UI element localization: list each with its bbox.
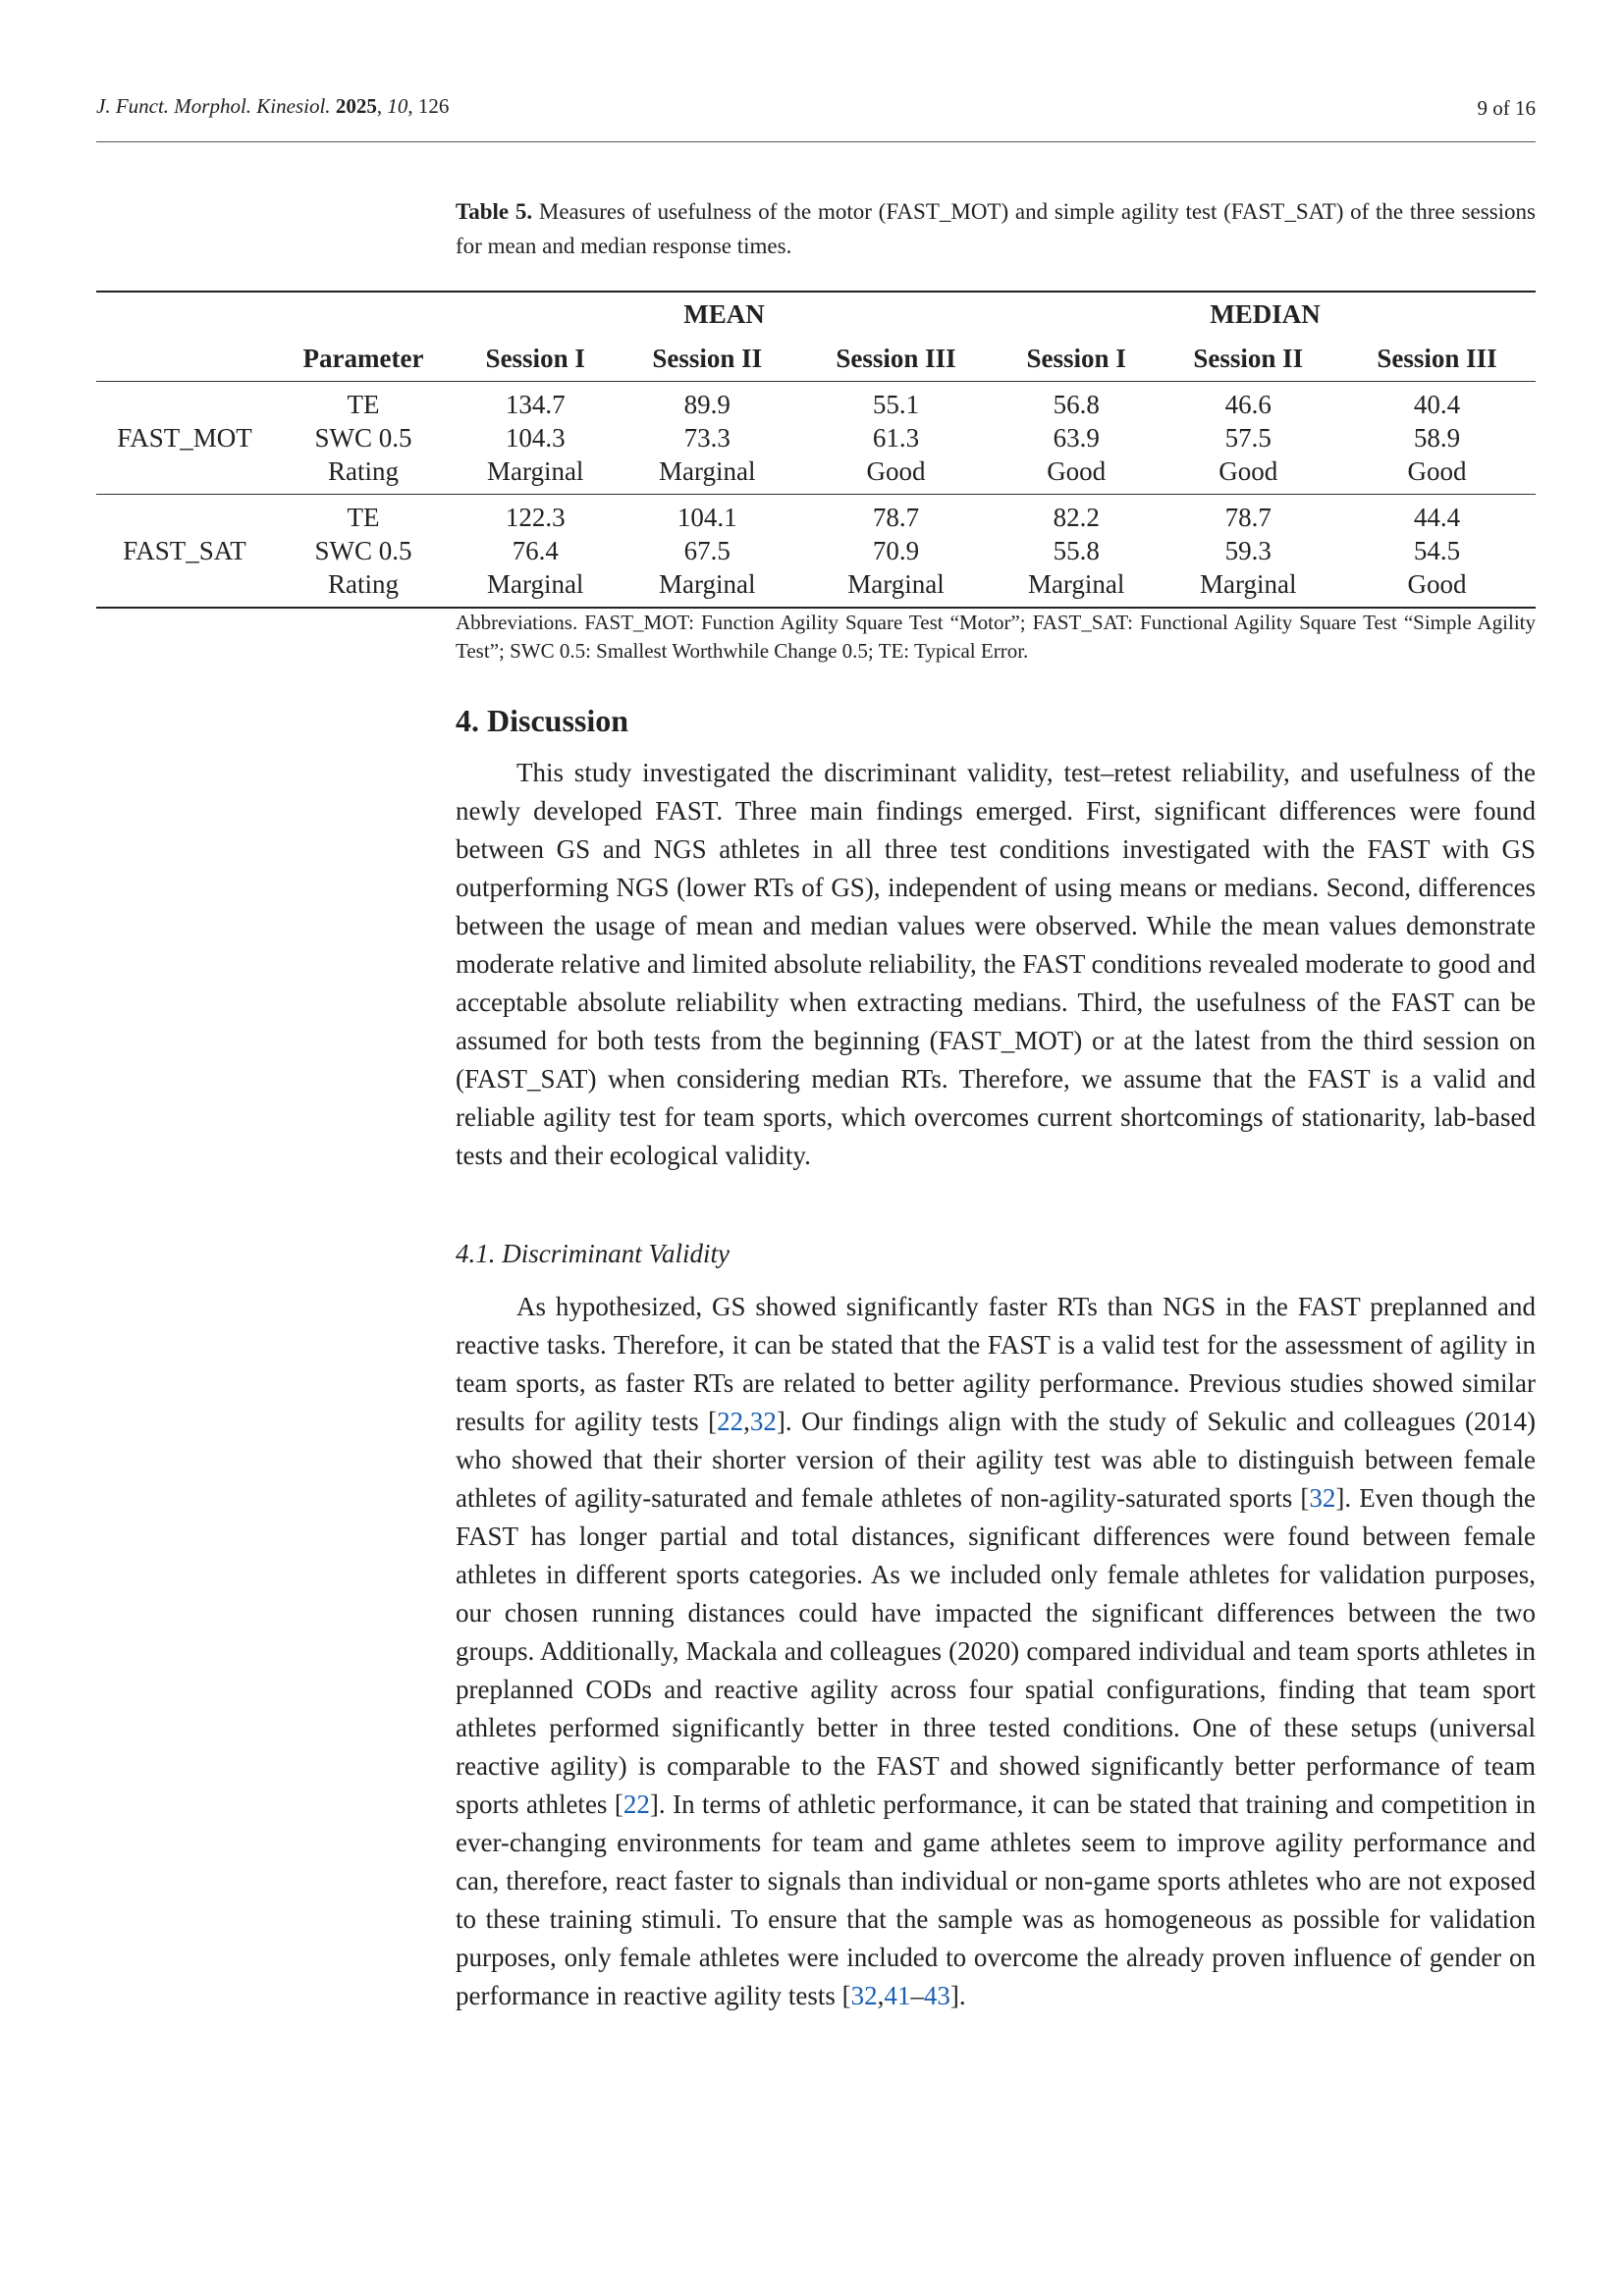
group-header-median: MEDIAN — [995, 292, 1536, 336]
citation-link[interactable]: 32 — [850, 1981, 878, 2010]
table-row — [96, 495, 1536, 609]
table-row — [96, 382, 1536, 495]
column-header: Session III — [1338, 336, 1536, 382]
page-number: 9 of 16 — [1477, 96, 1536, 120]
journal-year: 2025 — [335, 94, 377, 118]
value-cell: 56.8 63.9 Good — [995, 382, 1158, 495]
column-header: Session III — [797, 336, 995, 382]
value-cell: 104.1 67.5 Marginal — [617, 495, 797, 609]
section-heading: 4. Discussion — [456, 703, 629, 738]
parameter-cell: TE SWC 0.5 Rating — [273, 495, 454, 609]
column-header: Session II — [1158, 336, 1338, 382]
group-header-mean: MEAN — [454, 292, 995, 336]
value-cell: 44.4 54.5 Good — [1338, 495, 1536, 609]
test-name: FAST_SAT — [96, 495, 273, 609]
discriminant-validity-paragraph: As hypothesized, GS showed significantly faster RTs than NGS in the FAST preplanned and reactive tasks. Therefore, it can be stated that the FAST is a valid test for the assessment of agility in team sports, as faster RTs are related to better agility performance. Previous studies showed similar results for agility tests [22,32]. Our findings align with the study of Sekulic and colleagues (2014) who showed that their shorter version of their agility test was able to distinguish between female athletes of agility-saturated and female athletes of non-agility-saturated sports [32]. Even though the FAST has longer partial and total distances, significant differences were found between female athletes in different sports categories. As we included only female athletes for validation purposes, our chosen running distances could have impacted the significant differences between the two groups. Additionally, Mackala and colleagues (2020) compared individual and team sports athletes in preplanned CODs and reactive agility across four spatial configurations, finding that team sport athletes performed significantly better in three tested conditions. One of these setups (universal reactive agility) is comparable to the FAST and showed significantly better performance of team sports athletes [22]. In terms of athletic performance, it can be stated that training and competition in ever-changing environments for team and game athletes seem to improve agility performance and can, therefore, react faster to signals than individual or non-game sports athletes who are not exposed to these training stimuli. To ensure that the sample was as homogeneous as possible for validation purposes, only female athletes were included to overcome the already proven influence of gender on performance in reactive agility tests [32,41–43]. — [456, 1292, 1537, 2010]
page-header — [96, 94, 1536, 142]
column-header: Session II — [617, 336, 797, 382]
subsection-heading: 4.1. Discriminant Validity — [456, 1239, 730, 1268]
citation-link[interactable]: 41 — [884, 1981, 911, 2010]
value-cell: 40.4 58.9 Good — [1338, 382, 1536, 495]
table-abbreviations: Abbreviations. FAST_MOT: Function Agility Square Test “Motor”; FAST_SAT: Functional Agility Square Test “Simple Agility Test”; SWC 0.5: Smallest Worthwhile Change 0.5; TE: Typical Error. — [456, 611, 1536, 663]
citation-link[interactable]: 32 — [749, 1407, 777, 1436]
value-cell: 55.1 61.3 Good — [797, 382, 995, 495]
table-caption-label: Table 5. — [456, 199, 533, 224]
table-caption — [456, 194, 1536, 263]
value-cell: 46.6 57.5 Good — [1158, 382, 1338, 495]
column-header: Parameter — [273, 336, 454, 382]
value-cell: 82.2 55.8 Marginal — [995, 495, 1158, 609]
table-column-header-row — [96, 336, 1536, 382]
table-group-header-row — [96, 292, 1536, 336]
value-cell: 134.7 104.3 Marginal — [454, 382, 617, 495]
citation-link[interactable]: 43 — [923, 1981, 950, 2010]
value-cell: 78.7 70.9 Marginal — [797, 495, 995, 609]
journal-name: J. Funct. Morphol. Kinesiol. — [96, 94, 331, 118]
citation-link[interactable]: 22 — [623, 1789, 650, 1819]
test-name: FAST_MOT — [96, 382, 273, 495]
column-header: Session I — [995, 336, 1158, 382]
citation-link[interactable]: 22 — [717, 1407, 744, 1436]
journal-volume: 10 — [387, 94, 408, 118]
usefulness-table — [96, 291, 1536, 609]
discussion-paragraph: This study investigated the discriminant validity, test–retest reliability, and usefulness of the newly developed FAST. Three main findings emerged. First, significant differences were found between GS and NGS athletes in all three test conditions investigated with the FAST with GS outperforming NGS (lower RTs of GS), independent of using means or medians. Second, differences between the usage of mean and median values were observed. While the mean values demonstrate moderate relative and limited absolute reliability, the FAST conditions revealed moderate to good and acceptable absolute reliability when extracting medians. Third, the usefulness of the FAST can be assumed for both tests from the beginning (FAST_MOT) or at the latest from the third session on (FAST_SAT) when considering median RTs. Therefore, we assume that the FAST is a valid and reliable agility test for team sports, which overcomes current shortcomings of stationarity, lab-based tests and their ecological validity. — [456, 758, 1536, 1170]
value-cell: 78.7 59.3 Marginal — [1158, 495, 1338, 609]
value-cell: 89.9 73.3 Marginal — [617, 382, 797, 495]
citation-link[interactable]: 32 — [1309, 1483, 1336, 1513]
parameter-cell: TE SWC 0.5 Rating — [273, 382, 454, 495]
column-header: Session I — [454, 336, 617, 382]
table-caption-text: Measures of usefulness of the motor (FAST_MOT) and simple agility test (FAST_SAT) of the three sessions for mean and median response times. — [456, 199, 1536, 258]
journal-citation: J. Funct. Morphol. Kinesiol. 2025, 10, 126 — [96, 94, 450, 118]
value-cell: 122.3 76.4 Marginal — [454, 495, 617, 609]
journal-article: 126 — [417, 94, 450, 118]
